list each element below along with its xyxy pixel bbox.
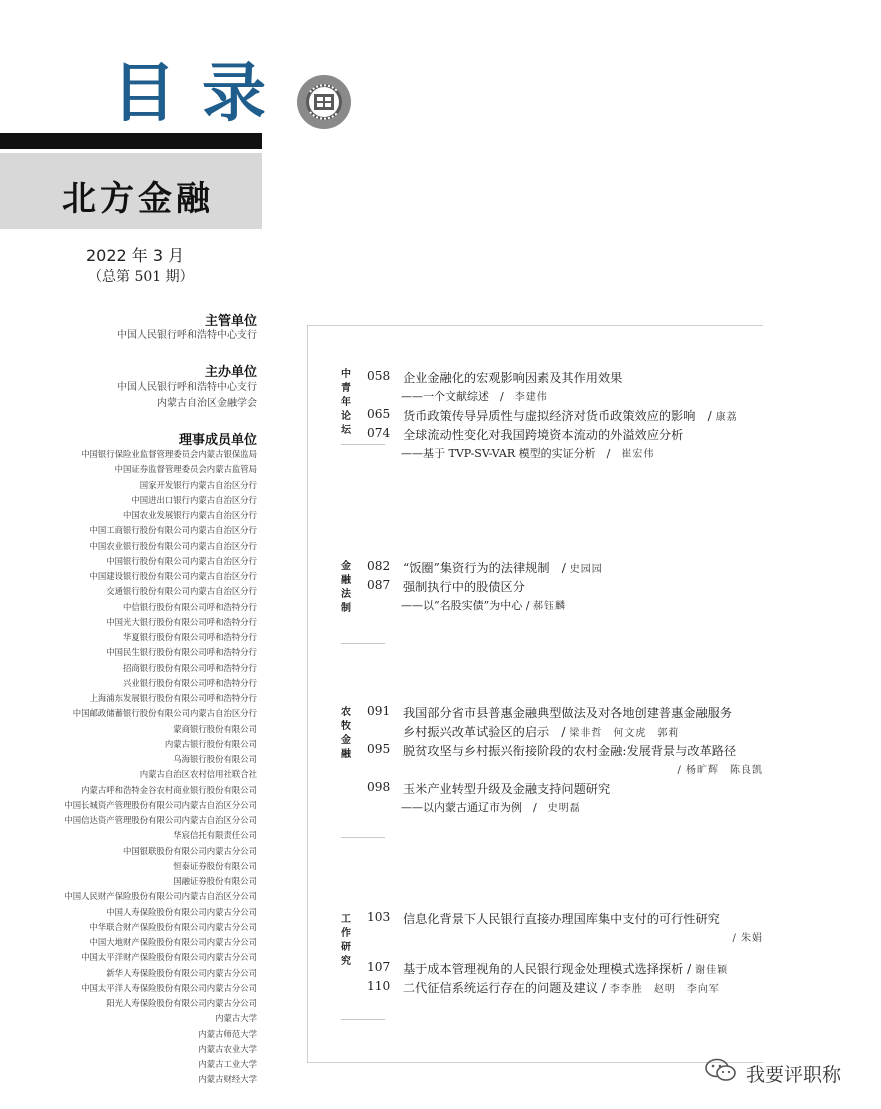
member-org: 中国人民财产保险股份有限公司内蒙古自治区分公司 xyxy=(64,891,257,902)
wechat-icon xyxy=(704,1058,738,1082)
entry-title: 脱贫攻坚与乡村振兴衔接阶段的农村金融:发展背景与改革路径 xyxy=(403,744,737,758)
entry-page: 074 xyxy=(367,426,391,440)
toc-entry-cont: / 杨旷辉 陈良凯 xyxy=(677,765,763,776)
member-org: 内蒙古财经大学 xyxy=(198,1074,257,1085)
member-org: 交通银行股份有限公司内蒙古自治区分行 xyxy=(106,586,257,597)
toc-entry[interactable]: 110 二代征信系统运行存在的问题及建议 / 李李胜 赵明 李向军 xyxy=(367,979,720,995)
member-org: 华夏银行股份有限公司呼和浩特分行 xyxy=(123,632,257,642)
sponsor-org: 中国人民银行呼和浩特中心支行 xyxy=(117,382,257,393)
toc-entry[interactable] xyxy=(367,910,767,929)
entry-page: 110 xyxy=(367,979,391,993)
member-org: 内蒙古农业大学 xyxy=(198,1043,257,1054)
entry-author: 李李胜 赵明 李向军 xyxy=(609,984,720,995)
journal-name: 北方金融 xyxy=(62,179,214,219)
member-org: 中国太平洋人寿保险股份有限公司内蒙古分公司 xyxy=(81,982,257,993)
member-org: 内蒙古银行股份有限公司 xyxy=(164,738,257,749)
entry-author: 史明磊 xyxy=(547,803,581,814)
entry-author: 李建伟 xyxy=(514,392,548,403)
toc-entry-sub: ——基于 TVP-SV-VAR 模型的实证分析 / 崔宏伟 xyxy=(401,447,655,460)
section-label: 工 作 研 究 xyxy=(341,914,351,967)
section-divider xyxy=(341,1019,385,1020)
member-org: 中国农业银行股份有限公司内蒙古自治区分行 xyxy=(89,540,257,551)
toc-entry[interactable]: 107 基于成本管理视角的人民银行现金处理模式选择探析 / 谢佳颖 xyxy=(367,960,729,976)
entry-title: 企业金融化的宏观影响因素及其作用效果 xyxy=(403,371,623,385)
journal-logo-icon xyxy=(296,74,352,130)
member-org: 中国人寿保险股份有限公司内蒙古分公司 xyxy=(106,906,257,917)
entry-author: 梁非哲 何文虎 郭莉 xyxy=(569,728,680,739)
toc-entry-cont: / 朱娟 xyxy=(732,933,763,944)
member-org: 中国长城资产管理股份有限公司内蒙古自治区分公司 xyxy=(64,799,257,810)
member-org: 华宸信托有限责任公司 xyxy=(173,830,257,841)
section-label: 中 青 年 论 坛 xyxy=(341,369,351,436)
section-label: 农 牧 金 融 xyxy=(341,707,351,760)
member-org: 中国银联股份有限公司内蒙古分公司 xyxy=(123,845,257,856)
entry-page: 098 xyxy=(367,780,391,794)
member-org: 中国太平洋财产保险股份有限公司内蒙古分公司 xyxy=(81,952,257,963)
entry-page: 058 xyxy=(367,369,391,383)
entry-title: “饭圈”集资行为的法律规制 xyxy=(403,561,550,575)
member-org: 内蒙古大学 xyxy=(215,1013,257,1024)
members-label: 理事成员单位 xyxy=(178,433,257,448)
member-org: 内蒙古自治区农村信用社联合社 xyxy=(139,769,257,780)
toc-entry[interactable] xyxy=(367,780,767,799)
member-org: 蒙商银行股份有限公司 xyxy=(173,723,257,734)
entry-title-line2: 乡村振兴改革试验区的启示 xyxy=(403,725,550,739)
entry-author: 康荔 xyxy=(715,412,738,423)
toc-entry[interactable] xyxy=(367,426,767,445)
member-org: 中国民生银行股份有限公司呼和浩特分行 xyxy=(106,647,257,658)
entry-author: 杨旷辉 陈良凯 xyxy=(686,765,763,776)
entry-subtitle: ——以“名股实债”为中心 xyxy=(401,599,523,612)
toc-entry-sub: ——一个文献综述 / 李建伟 xyxy=(401,390,548,403)
member-org: 乌海银行股份有限公司 xyxy=(173,754,257,764)
toc-entry[interactable] xyxy=(367,369,767,388)
member-org: 中国工商银行股份有限公司内蒙古自治区分行 xyxy=(89,525,257,536)
entry-page: 082 xyxy=(367,559,391,573)
member-org: 中国证券监督管理委员会内蒙古监管局 xyxy=(114,464,257,475)
member-org: 中国建设银行股份有限公司内蒙古自治区分行 xyxy=(89,571,257,581)
issue-date: 2022 年 3 月 xyxy=(86,246,185,265)
toc-frame xyxy=(307,325,763,326)
member-org: 内蒙古呼和浩特金谷农村商业银行股份有限公司 xyxy=(81,784,257,795)
toc-frame xyxy=(307,325,308,1063)
section-divider xyxy=(341,837,385,838)
toc-section xyxy=(367,704,767,818)
toc-section xyxy=(367,910,767,998)
member-org: 内蒙古工业大学 xyxy=(198,1059,257,1069)
members-list xyxy=(64,447,257,1088)
member-org: 国家开发银行内蒙古自治区分行 xyxy=(139,479,257,490)
supervisor-org: 中国人民银行呼和浩特中心支行 xyxy=(117,330,257,341)
entry-title: 我国部分省市县普惠金融典型做法及对各地创建普惠金融服务 xyxy=(403,706,733,720)
supervisor-label: 主管单位 xyxy=(204,314,257,329)
entry-subtitle: ——基于 TVP-SV-VAR 模型的实证分析 xyxy=(401,447,596,460)
toc-entry[interactable] xyxy=(367,578,767,597)
entry-author: 崔宏伟 xyxy=(621,449,655,460)
issue-number: （总第 501 期） xyxy=(88,269,194,285)
member-org: 中国邮政储蓄银行股份有限公司内蒙古自治区分行 xyxy=(72,708,257,719)
entry-title: 信息化背景下人民银行直接办理国库集中支付的可行性研究 xyxy=(403,912,720,926)
entry-title: 强制执行中的股债区分 xyxy=(403,580,525,594)
entry-author: 史园园 xyxy=(569,564,603,575)
entry-title: 基于成本管理视角的人民银行现金处理模式选择探析 xyxy=(403,962,684,976)
watermark-text: 我要评职称 xyxy=(746,1064,842,1086)
member-org: 招商银行股份有限公司呼和浩特分行 xyxy=(123,662,257,673)
member-org: 兴业银行股份有限公司呼和浩特分行 xyxy=(123,677,257,688)
member-org: 中国进出口银行内蒙古自治区分行 xyxy=(131,494,257,505)
member-org: 内蒙古师范大学 xyxy=(198,1028,257,1039)
section-divider xyxy=(341,643,385,644)
toc-entry-sub: ——以“名股实债”为中心 / 郝钰麟 xyxy=(401,599,566,612)
member-org: 国融证券股份有限公司 xyxy=(173,876,257,886)
toc-section xyxy=(367,369,767,464)
page-title: 目录 xyxy=(112,57,292,131)
entry-page: 087 xyxy=(367,578,391,592)
watermark xyxy=(704,1058,842,1086)
entry-title: 全球流动性变化对我国跨境资本流动的外溢效应分析 xyxy=(403,428,684,442)
entry-subtitle: ——一个文献综述 xyxy=(401,390,489,403)
entry-subtitle: ——以内蒙古通辽市为例 xyxy=(401,801,522,814)
entry-title: 二代征信系统运行存在的问题及建议 xyxy=(403,981,598,995)
member-org: 中华联合财产保险股份有限公司内蒙古分公司 xyxy=(89,921,257,932)
entry-page: 103 xyxy=(367,910,391,924)
member-org: 中信银行股份有限公司呼和浩特分行 xyxy=(123,601,257,612)
toc-frame xyxy=(307,1062,763,1063)
sponsor-org: 内蒙古自治区金融学会 xyxy=(157,398,257,409)
entry-author: 朱娟 xyxy=(741,933,763,944)
member-org: 中国大地财产保险股份有限公司内蒙古分公司 xyxy=(89,937,257,947)
member-org: 中国银行股份有限公司内蒙古自治区分行 xyxy=(106,555,257,566)
toc-entry[interactable] xyxy=(367,704,767,723)
entry-page: 065 xyxy=(367,407,391,421)
toc-entry[interactable]: 082 “饭圈”集资行为的法律规制 / 史园园 xyxy=(367,559,603,575)
toc-section xyxy=(367,559,767,616)
entry-author: 郝钰麟 xyxy=(532,601,566,612)
member-org: 中国信达资产管理股份有限公司内蒙古自治区分公司 xyxy=(64,815,257,825)
member-org: 上海浦东发展银行股份有限公司呼和浩特分行 xyxy=(89,693,257,703)
entry-page: 107 xyxy=(367,960,391,974)
entry-page: 095 xyxy=(367,742,391,756)
member-org: 阳光人寿保险股份有限公司内蒙古分公司 xyxy=(106,998,257,1008)
member-org: 新华人寿保险股份有限公司内蒙古分公司 xyxy=(106,967,257,978)
entry-title: 货币政策传导异质性与虚拟经济对货币政策效应的影响 xyxy=(403,409,696,423)
entry-author: 谢佳颖 xyxy=(695,965,729,976)
entry-title: 玉米产业转型升级及金融支持问题研究 xyxy=(403,782,611,796)
toc-entry[interactable] xyxy=(367,742,767,761)
header-bar xyxy=(0,133,262,149)
toc-entry-sub: ——以内蒙古通辽市为例 / 史明磊 xyxy=(401,801,581,814)
member-org: 中国光大银行股份有限公司呼和浩特分行 xyxy=(106,616,257,627)
toc-entry[interactable]: 065 货币政策传导异质性与虚拟经济对货币政策效应的影响 / 康荔 xyxy=(367,407,738,423)
section-label: 金 融 法 制 xyxy=(341,561,351,614)
toc-entry-cont: 乡村振兴改革试验区的启示 / 梁非哲 何文虎 郭莉 xyxy=(403,725,680,739)
sponsor-label: 主办单位 xyxy=(204,365,257,380)
member-org: 恒泰证券股份有限公司 xyxy=(173,860,257,871)
member-org: 中国银行保险业监督管理委员会内蒙古银保监局 xyxy=(81,449,257,459)
member-org: 中国农业发展银行内蒙古自治区分行 xyxy=(123,510,257,520)
entry-page: 091 xyxy=(367,704,391,718)
